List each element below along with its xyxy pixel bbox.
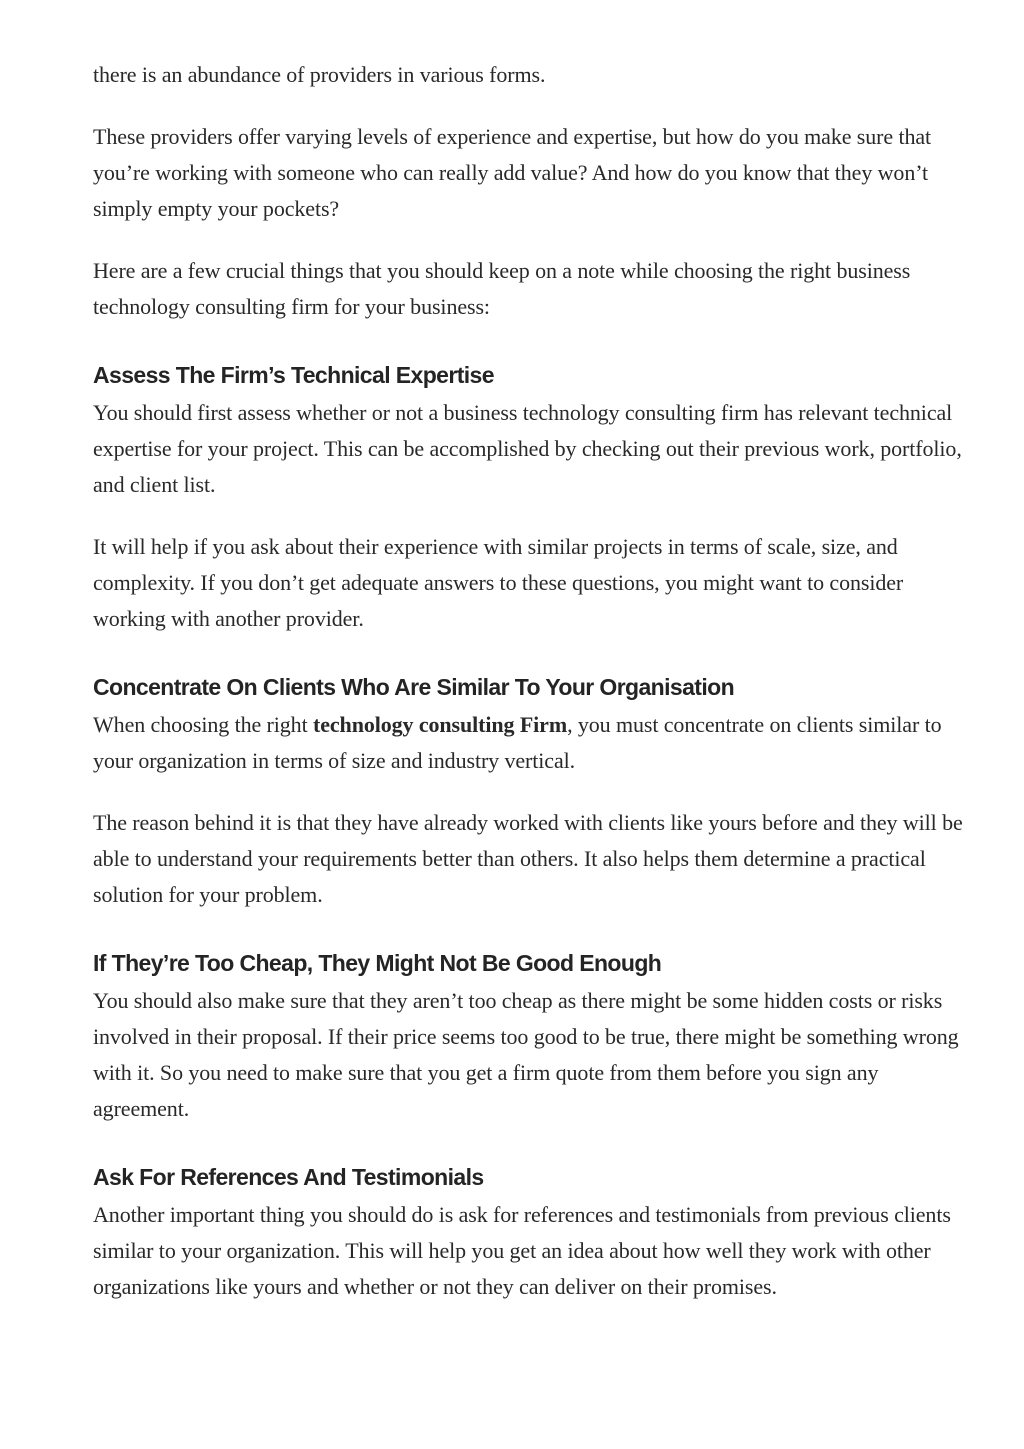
article-body [93,57,973,1331]
bold-link-text: technology consulting Firm [313,712,568,737]
section-paragraph: Another important thing you should do is ask for references and testimonials from previous clients similar to your organization. This will help you get an idea about how well they work with other organizations like yours and whether or not they can deliver on their promises. [93,1202,951,1299]
intro-paragraph-2: These providers offer varying levels of experience and expertise, but how do you make sure that you’re working with someone who can really add value? And how do you know that they won’t simply empty your pockets? [93,124,932,221]
section-paragraph: You should also make sure that they aren’t too cheap as there might be some hidden costs or risks involved in their proposal. If their price seems too good to be true, there might be something wrong with it. So you need to make sure that you get a firm quote from them before you sign any agreement. [93,988,959,1121]
section-heading-similar-clients: Concentrate On Clients Who Are Similar To Your Organisation [93,674,735,700]
paragraph-text: , you must concentrate on clients similar to your organization in terms of size and industry vertical. [93,712,942,773]
section-paragraph [93,707,973,779]
section-heading-references: Ask For References And Testimonials [93,1164,484,1190]
section-heading-technical-expertise: Assess The Firm’s Technical Expertise [93,362,494,388]
paragraph-text: When choosing the right [93,712,313,737]
intro-paragraph-3: Here are a few crucial things that you should keep on a note while choosing the right business technology consulting firm for your business: [93,258,911,319]
section-paragraph: It will help if you ask about their experience with similar projects in terms of scale, size, and complexity. If you don’t get adequate answers to these questions, you might want to consider working with another provider. [93,534,904,631]
section-paragraph: The reason behind it is that they have already worked with clients like yours before and they will be able to understand your requirements better than others. It also helps them determine a practical solution for your problem. [93,810,963,907]
section-heading-too-cheap: If They’re Too Cheap, They Might Not Be Good Enough [93,950,662,976]
section-paragraph: You should first assess whether or not a business technology consulting firm has relevant technical expertise for your project. This can be accomplished by checking out their previous work, portfolio, and client list. [93,400,962,497]
intro-paragraph-1: there is an abundance of providers in various forms. [93,62,546,87]
